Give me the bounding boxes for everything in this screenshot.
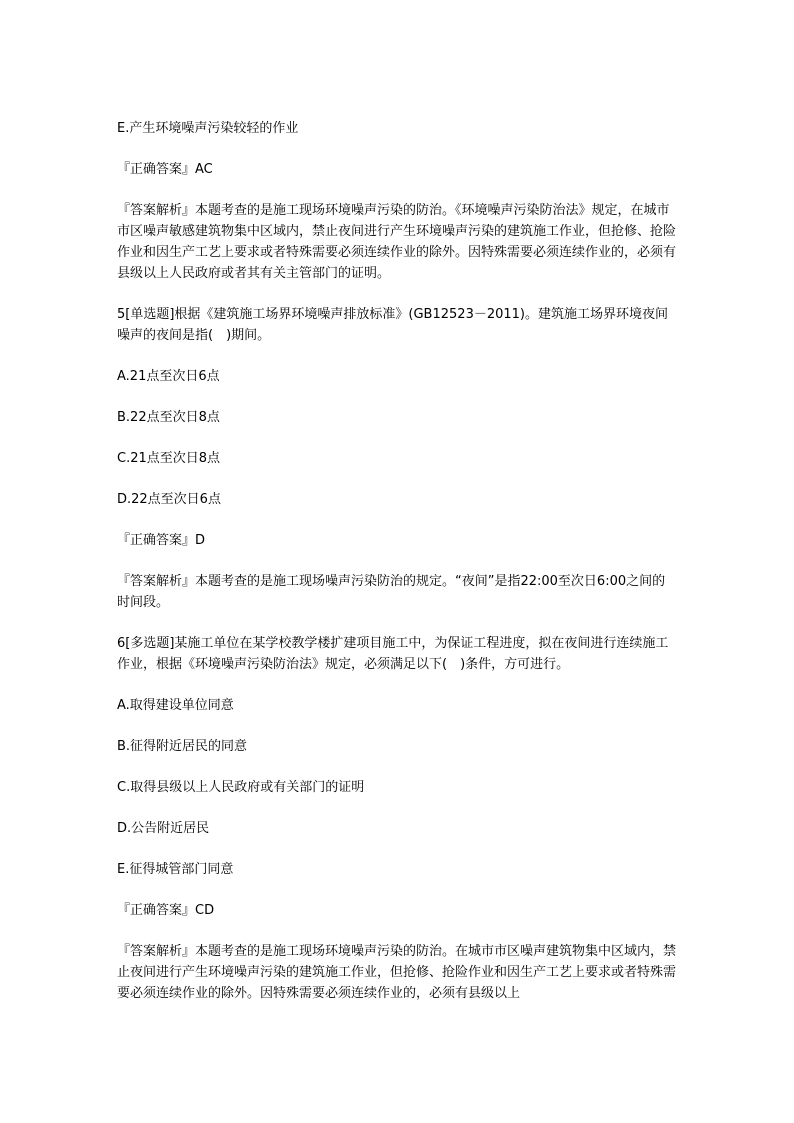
answer-analysis-3: 『答案解析』本题考查的是施工现场环境噪声污染的防治。在城市市区噪声建筑物集中区域内，禁止夜间进行产生环境噪声污染的建筑施工作业，但抢修、抢险作业和因生产工艺上要求或者特殊需要必须连续作业的除外。因特殊需要必须连续作业的，必须有县级以上 bbox=[117, 944, 677, 1001]
question-5: 5[单选题]根据《建筑施工场界环境噪声排放标准》(GB12523－2011)。建筑施工场界环境夜间噪声的夜间是指( )期间。 bbox=[117, 307, 668, 343]
document-body bbox=[117, 118, 677, 1004]
q6-option-d: D.公告附近居民 bbox=[117, 821, 210, 836]
q6-option-c: C.取得县级以上人民政府或有关部门的证明 bbox=[117, 780, 365, 795]
answer-analysis-2: 『答案解析』本题考查的是施工现场噪声污染防治的规定。“夜间”是指22:00至次日6:00之间的时间段。 bbox=[117, 574, 666, 610]
correct-answer-3: 『正确答案』CD bbox=[117, 903, 215, 918]
q6-option-a: A.取得建设单位同意 bbox=[117, 698, 234, 713]
q6-option-e: E.征得城管部门同意 bbox=[117, 862, 234, 877]
answer-analysis-1: 『答案解析』本题考查的是施工现场环境噪声污染的防治。《环境噪声污染防治法》规定，在城市市区噪声敏感建筑物集中区域内，禁止夜间进行产生环境噪声污染的建筑施工作业，但抢修、抢险作业和因生产工艺上要求或者特殊需要必须连续作业的除外。因特殊需要必须连续作业的，必须有县级以上人民政府或者其有关主管部门的证明。 bbox=[117, 203, 677, 281]
correct-answer-2: 『正确答案』D bbox=[117, 533, 206, 548]
q5-option-a: A.21点至次日6点 bbox=[117, 369, 220, 384]
q5-option-d: D.22点至次日6点 bbox=[117, 492, 221, 507]
correct-answer-1: 『正确答案』AC bbox=[117, 162, 213, 177]
question-6: 6[多选题]某施工单位在某学校教学楼扩建项目施工中，为保证工程进度，拟在夜间进行连续施工作业，根据《环境噪声污染防治法》规定，必须满足以下( )条件，方可进行。 bbox=[117, 636, 669, 672]
q6-option-b: B.征得附近居民的同意 bbox=[117, 739, 248, 754]
option-e-text: E.产生环境噪声污染较轻的作业 bbox=[117, 121, 299, 136]
q5-option-b: B.22点至次日8点 bbox=[117, 410, 220, 425]
q5-option-c: C.21点至次日8点 bbox=[117, 451, 221, 466]
